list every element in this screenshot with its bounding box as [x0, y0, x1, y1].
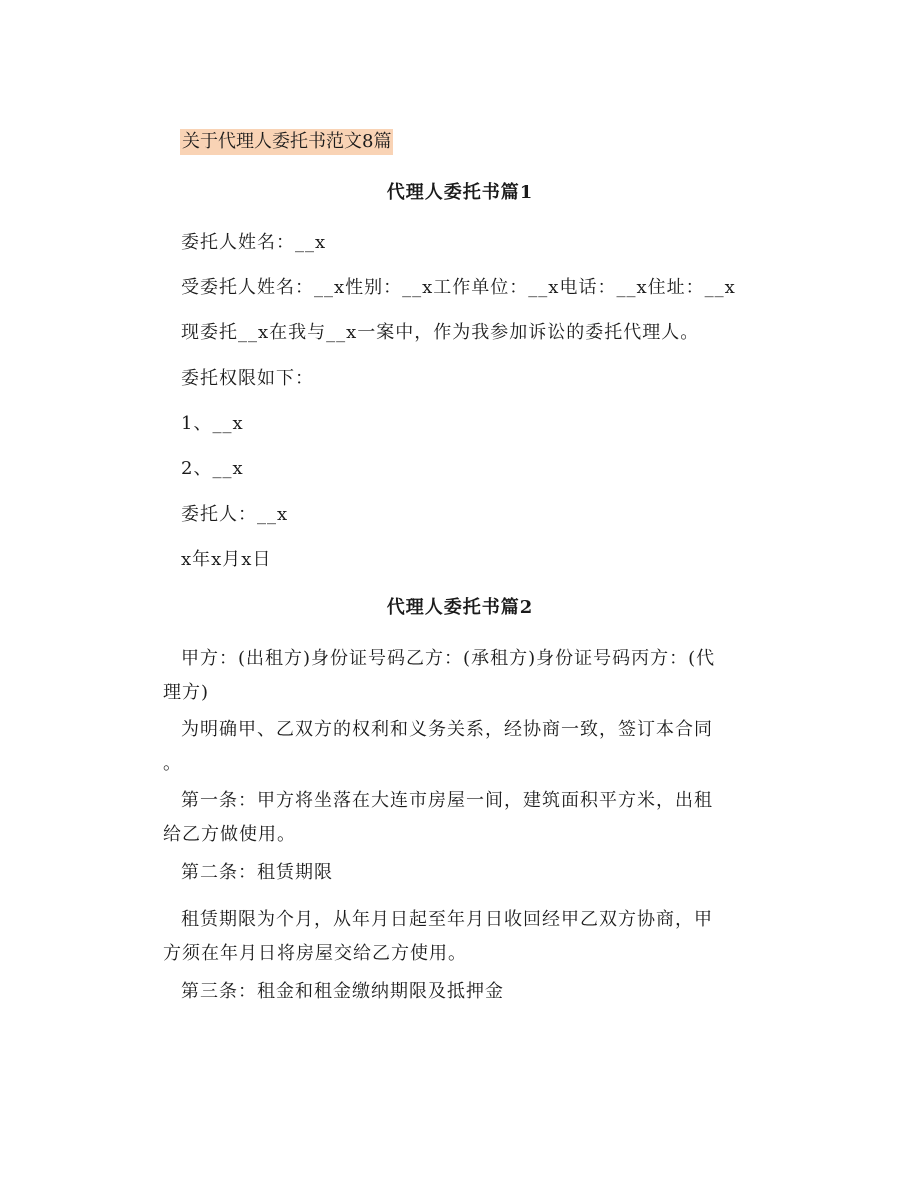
article-3-heading	[181, 975, 781, 1009]
agent-info-line: 受委托人姓名：__x性别：__x工作单位：__x电话：__x住址：__x	[181, 277, 736, 298]
article-1-paragraph	[163, 784, 781, 852]
lease-term-paragraph	[163, 903, 781, 971]
paragraph-line: 给乙方做使用。	[163, 824, 296, 845]
paragraph-line: 方须在年月日将房屋交给乙方使用。	[163, 943, 467, 964]
authority-heading-line: 委托权限如下：	[181, 368, 314, 389]
section-heading-2: 代理人委托书篇2	[386, 597, 534, 618]
purpose-paragraph	[163, 713, 781, 781]
authority-item-2: 2、__x	[181, 458, 244, 479]
parties-paragraph	[163, 642, 781, 710]
paragraph-line: 为明确甲、乙双方的权利和义务关系，经协商一致，签订本合同	[181, 719, 713, 740]
paragraph-line: 甲方：(出租方)身份证号码乙方：(承租方)身份证号码丙方：(代	[181, 648, 716, 669]
paragraph-line: 第一条：甲方将坐落在大连市房屋一间，建筑面积平方米，出租	[181, 790, 713, 811]
authority-item-1: 1、__x	[181, 413, 244, 434]
paragraph-line: 第三条：租金和租金缴纳期限及抵押金	[181, 981, 504, 1002]
date-line: x年x月x日	[181, 549, 272, 570]
principal-signature-line: 委托人：__x	[181, 504, 289, 525]
principal-name-line: 委托人姓名：__x	[181, 232, 327, 253]
entrustment-statement-line: 现委托__x在我与__x一案中，作为我参加诉讼的委托代理人。	[181, 322, 700, 343]
paragraph-line: 第二条：租赁期限	[181, 862, 333, 883]
article-2-heading	[181, 856, 781, 890]
paragraph-line: 租赁期限为个月，从年月日起至年月日收回经甲乙双方协商，甲	[181, 909, 713, 930]
paragraph-line: 理方)	[163, 682, 210, 703]
paragraph-line: 。	[163, 753, 182, 774]
section-heading-1: 代理人委托书篇1	[386, 182, 534, 203]
document-title: 关于代理人委托书范文8篇	[180, 129, 393, 155]
